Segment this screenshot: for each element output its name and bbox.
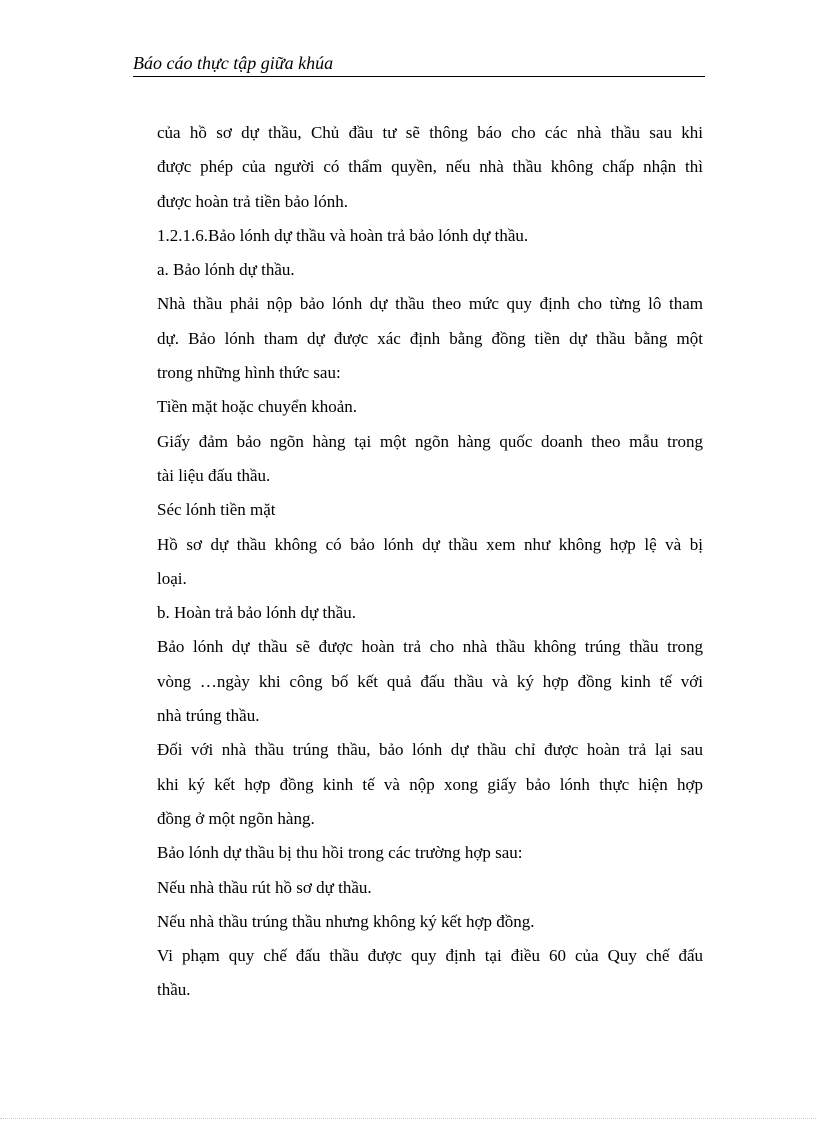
body-text (157, 116, 703, 1008)
body-line: nhà trúng thầu. (157, 706, 260, 726)
page-header (133, 52, 705, 77)
body-line: Nếu nhà thầu rút hồ sơ dự thầu. (157, 877, 372, 897)
body-line: dự. Bảo lónh tham dự được xác định bằng đồng tiền dự thầu bằng một (157, 328, 703, 348)
body-line: thầu. (157, 980, 191, 1000)
body-line: b. Hoàn trả bảo lónh dự thầu. (157, 603, 357, 623)
body-line: vòng …ngày khi công bố kết quả đấu thầu và ký hợp đồng kinh tế với (157, 671, 703, 691)
page-bottom-rule (0, 1118, 816, 1119)
body-line: trong những hình thức sau: (157, 363, 341, 383)
body-line: được hoàn trả tiền bảo lónh. (157, 191, 348, 211)
body-line: đồng ở một ngõn hàng. (157, 808, 315, 828)
body-line: loại. (157, 568, 187, 588)
body-line: Bảo lónh dự thầu bị thu hồi trong các trường hợp sau: (157, 843, 523, 863)
body-line: của hồ sơ dự thầu, Chủ đầu tư sẽ thông báo cho các nhà thầu sau khi (157, 123, 703, 142)
body-line: 1.2.1.6.Bảo lónh dự thầu và hoàn trả bảo lónh dự thầu. (157, 225, 529, 245)
body-line: Séc lónh tiền mặt (157, 500, 276, 520)
body-line: Đối với nhà thầu trúng thầu, bảo lónh dự thầu chỉ được hoàn trả lại sau (157, 740, 703, 760)
body-line: Tiền mặt hoặc chuyển khoản. (157, 397, 358, 417)
body-line: Giấy đảm bảo ngõn hàng tại một ngõn hàng quốc doanh theo mẫu trong (157, 431, 703, 451)
body-line: a. Bảo lónh dự thầu. (157, 260, 295, 280)
body-line: Nhà thầu phải nộp bảo lónh dự thầu theo mức quy định cho từng lô tham (157, 294, 703, 314)
body-line: khi ký kết hợp đồng kinh tế và nộp xong giấy bảo lónh thực hiện hợp (157, 774, 703, 794)
body-line: tài liệu đấu thầu. (157, 465, 271, 485)
body-line: được phép của người có thẩm quyền, nếu nhà thầu không chấp nhận thì (157, 157, 703, 177)
header-title: Báo cáo thực tập giữa khúa (133, 53, 334, 73)
body-line: Vi phạm quy chế đấu thầu được quy định tại điều 60 của Quy chế đấu (157, 946, 703, 966)
body-line: Hồ sơ dự thầu không có bảo lónh dự thầu xem như không hợp lệ và bị (157, 534, 703, 554)
body-line: Bảo lónh dự thầu sẽ được hoàn trả cho nhà thầu không trúng thầu trong (157, 637, 703, 657)
body-line: Nếu nhà thầu trúng thầu nhưng không ký kết hợp đồng. (157, 911, 535, 931)
